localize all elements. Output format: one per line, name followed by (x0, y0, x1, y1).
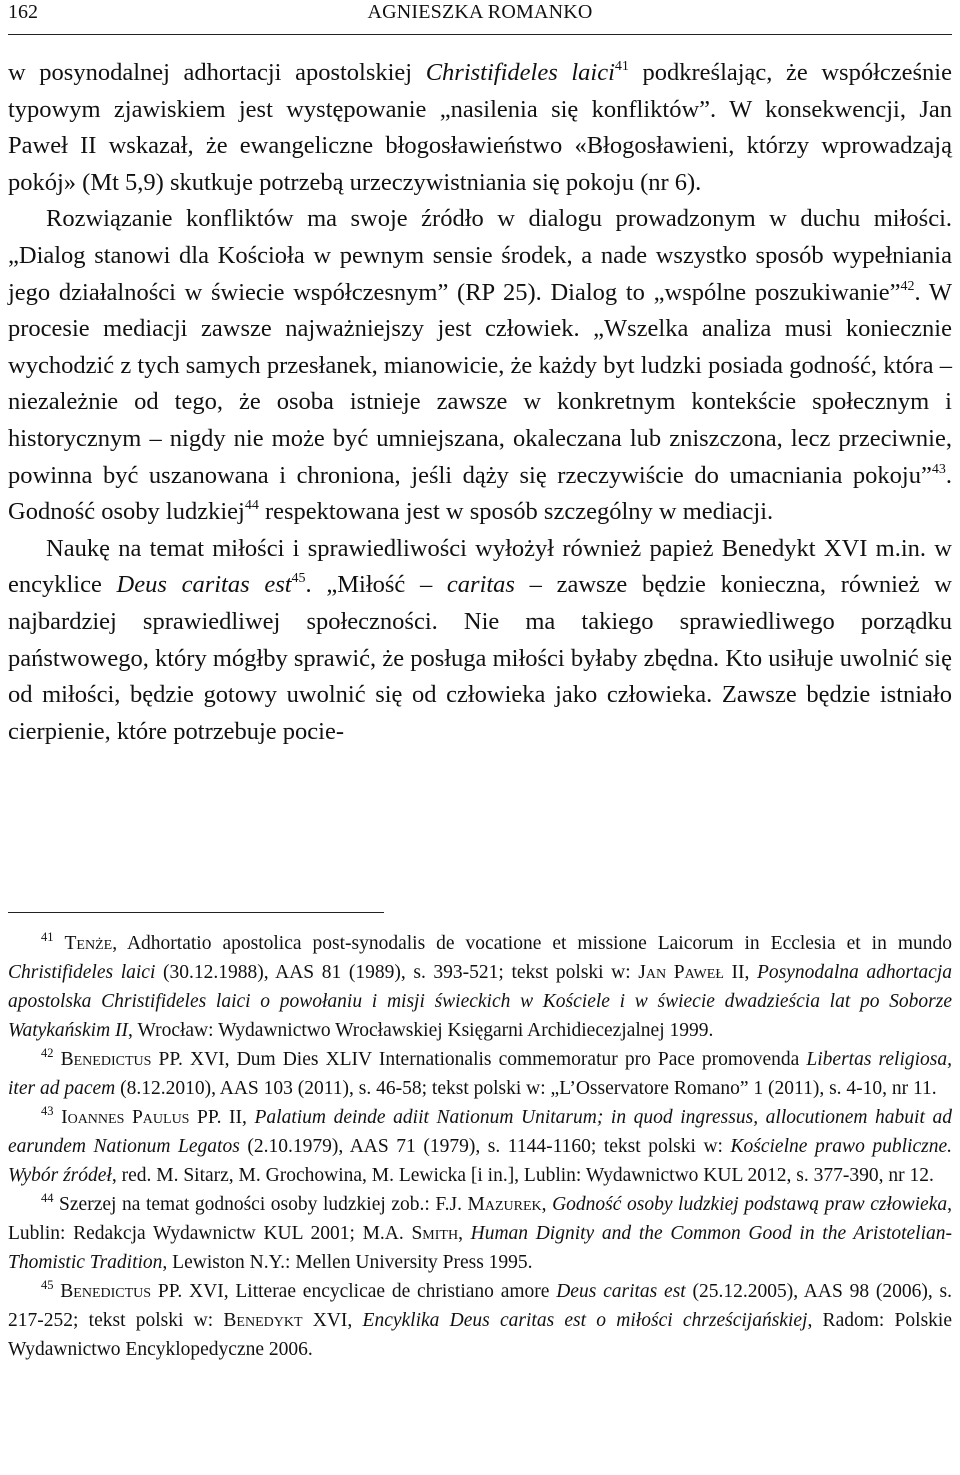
footnote-42 (8, 1045, 952, 1103)
footnote-number: 45 (41, 1278, 54, 1292)
footnote-43 (8, 1103, 952, 1190)
footnote-ref[interactable]: 44 (244, 498, 259, 514)
footnotes (8, 929, 952, 1364)
text-run: (2.10.1979), AAS 71 (1979), s. 1144-1160; tekst polski w: (239, 1136, 731, 1157)
author-name: Tenże (64, 933, 113, 954)
footnote-ref[interactable]: 41 (614, 59, 629, 74)
italic-title: Encyklika Deus caritas est o miłości chrześcijańskiej (362, 1310, 808, 1331)
italic-title: Kościelne prawo publiczne. Wybór źródeł (8, 1136, 952, 1186)
text-run: , (541, 1194, 553, 1215)
text-run: (30.12.1988), AAS 81 (1989), s. 393-521; tekst polski w: (155, 962, 639, 983)
running-title: AGNIESZKA ROMANKO (367, 1, 593, 23)
text-run: PP. II, (189, 1107, 255, 1128)
author-name: Benedictus (60, 1281, 152, 1302)
footnote-number: 41 (41, 930, 54, 944)
running-header (8, 0, 952, 35)
author-name: Benedykt (223, 1310, 303, 1331)
author-name: Ioannes Paulus (61, 1107, 190, 1128)
text-run: Naukę na temat miłości i sprawiedliwości wyłożył również papież Benedykt XVI m.in. w encyklice (8, 534, 952, 599)
italic-title: Palatium deinde adiit Nationum Unitarum; in quod ingressus, allocutionem habuit ad earundem Nationum Legatos (8, 1107, 952, 1157)
text-run: . Godność osoby ludzkiej (8, 461, 952, 526)
italic-title: Deus caritas est (116, 571, 292, 599)
italic-title: Human Dignity and the Common Good in the Aristotelian-Thomistic Tradition (8, 1223, 953, 1273)
italic-title: Deus caritas est (556, 1281, 686, 1302)
text-run: , Wrocław: Wydawnictwo Wrocławskiej Księgarni Archidiecezjalnej 1999. (128, 1020, 714, 1041)
text-run: , (458, 1223, 471, 1244)
text-run: Rozwiązanie konfliktów ma swoje źródło w dialogu prowadzonym w duchu miłości. „Dialog stanowi dla Kościoła w pewnym sensie środek, a nade wszystko sposób wypełniania jego działalności w świecie współczesnym” (RP 25). Dialog to „wspólne poszukiwanie” (8, 205, 952, 306)
italic-title: Christifideles laici (8, 962, 156, 983)
text-run: PP. XVI, Litterae encyclicae de christiano amore (151, 1281, 557, 1302)
italic-title: Godność osoby ludzkiej podstawą praw człowieka (552, 1194, 948, 1215)
text-run: , Lublin: Redakcja Wydawnictw KUL 2001; M.A. (8, 1194, 952, 1244)
author-name: Jan Paweł (638, 962, 724, 983)
author-name: Mazurek (467, 1194, 542, 1215)
text-run: Szerzej na temat godności osoby ludzkiej zob.: F.J. (53, 1194, 468, 1215)
italic-title: Posynodalna adhortacja apostolska Christifideles laici o powołaniu i misji świeckich w Kościele i w świecie dwadzieścia lat po Soborze Watykańskim II (8, 962, 952, 1041)
author-name: Smith (411, 1223, 459, 1244)
footnote-45 (8, 1277, 952, 1364)
main-text (8, 55, 952, 750)
author-name: Benedictus (60, 1049, 152, 1070)
text-run: . W procesie mediacji zawsze najważniejszy jest człowiek. „Wszelka analiza musi koniecznie wychodzić z tych samych przesłanek, mianowicie, że każdy byt ludzki posiada godność, która – niezależnie od tego, że osoba istnieje zawsze w konkretnym kontekście społecznym i historycznym – nigdy nie może być umniejszana, okaleczana lub zniszczona, lecz przeciwnie, powinna być uszanowana i chroniona, jeśli dąży się rzeczywiście do umacniania pokoju” (8, 278, 952, 489)
footnote-ref[interactable]: 42 (900, 278, 915, 294)
text-run: XVI, (302, 1310, 363, 1331)
italic-term: caritas (446, 571, 515, 599)
footnote-separator (8, 912, 384, 913)
text-run: , Radom: Polskie Wydawnictwo Encyklopedyczne 2006. (8, 1310, 952, 1360)
italic-title: Christifideles laici (425, 59, 615, 86)
text-run: PP. XVI, Dum Dies XLIV Internationalis commemoratur pro Pace promovenda (151, 1049, 807, 1070)
text-run: , Lewiston N.Y.: Mellen University Press 1995. (162, 1252, 533, 1273)
text-run: podkreślając, że współcześnie typowym zjawiskiem jest występowanie „nasilenia się konfliktów”. W konsekwencji, Jan Paweł II wskazał, że ewangeliczne błogosławieństwo «Błogosławieni, którzy wprowadzają pokój» (Mt 5,9) skutkuje potrzebą urzeczywistniania się pokoju (nr 6). (8, 59, 952, 196)
text-run: w posynodalnej adhortacji apostolskiej (8, 59, 426, 86)
footnote-44 (8, 1190, 952, 1277)
text-run: , Adhortatio apostolica post-synodalis de vocatione et missione Laicorum in Ecclesia et in mundo (112, 933, 952, 954)
footnote-number: 43 (41, 1104, 54, 1118)
text-run: respektowana jest w sposób szczególny w mediacji. (258, 498, 774, 526)
italic-title: Libertas religiosa, iter ad pacem (8, 1049, 953, 1099)
footnote-41 (8, 929, 952, 1045)
paragraph-1 (8, 55, 952, 201)
footnote-ref[interactable]: 45 (291, 571, 306, 587)
footnote-number: 42 (41, 1046, 54, 1060)
text-run: II, (723, 962, 757, 983)
text-run: , red. M. Sitarz, M. Grochowina, M. Lewicka [i in.], Lublin: Wydawnictwo KUL 2012, s. 377-390, nr 12. (111, 1165, 934, 1186)
text-run: (8.12.2010), AAS 103 (2011), s. 46-58; tekst polski w: „L’Osservatore Romano” 1 (2011), s. 4-10, nr 11. (115, 1078, 937, 1099)
page-number: 162 (8, 1, 38, 23)
text-run: – zawsze będzie konieczna, również w najbardziej sprawiedliwej społeczności. Nie ma takiego sprawiedliwego porządku państwowego, który mógłby sprawić, że posługa miłości byłaby zbędna. Kto usiłuje uwolnić się od miłości, będzie gotowy uwolnić się od człowieka jako człowieka. Zawsze będzie istniało cierpienie, które potrzebuje pocie- (8, 571, 952, 745)
paragraph-3 (8, 531, 952, 751)
paragraph-2 (8, 201, 952, 530)
text-run: (25.12.2005), AAS 98 (2006), s. 217-252; tekst polski w: (8, 1281, 953, 1331)
text-run: . „Miłość – (305, 571, 447, 599)
footnote-ref[interactable]: 43 (931, 461, 946, 477)
footnote-number: 44 (41, 1191, 54, 1205)
